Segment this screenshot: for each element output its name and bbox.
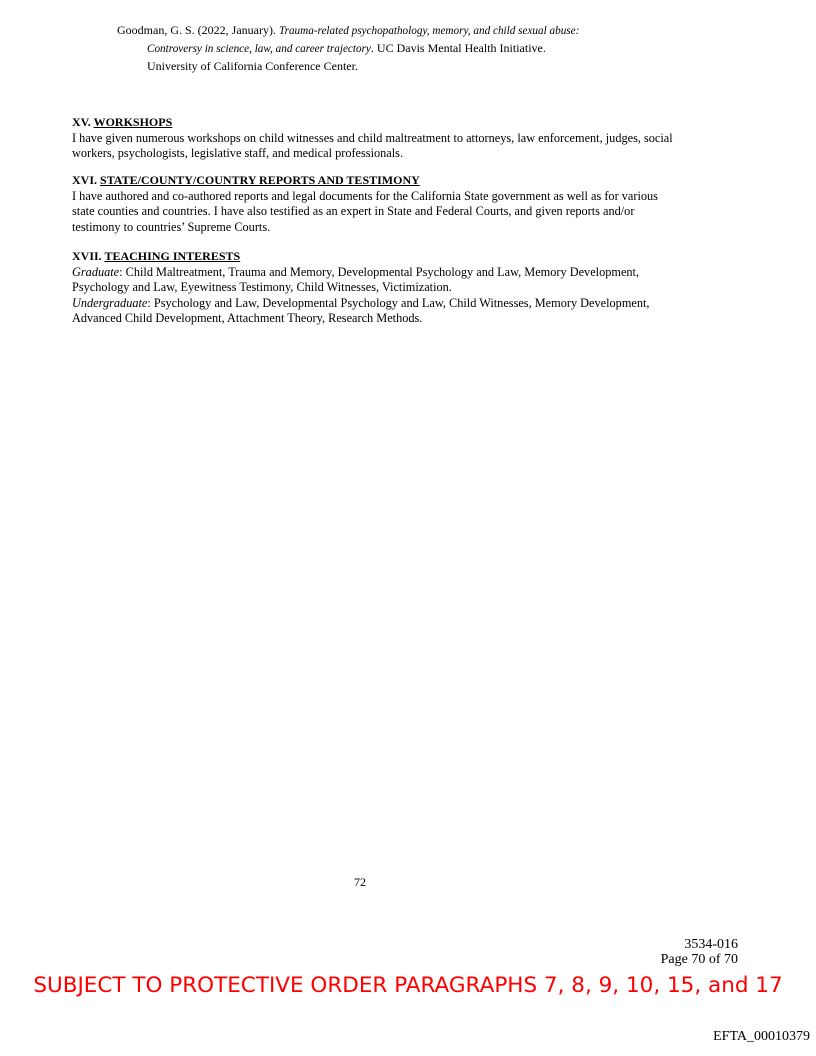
- reference-venue: University of California Conference Center.: [147, 59, 358, 73]
- reference-author-date: Goodman, G. S. (2022, January).: [117, 23, 279, 37]
- section-teaching-interests: [72, 249, 682, 327]
- graduate-label: Graduate: [72, 264, 120, 279]
- protective-order-notice: SUBJECT TO PROTECTIVE ORDER PARAGRAPHS 7, 8, 9, 10, 15, and 17: [33, 973, 783, 998]
- reference-after-title: . UC Davis Mental Health Initiative.: [370, 41, 546, 55]
- section-heading: [72, 173, 682, 189]
- section-title: WORKSHOPS: [93, 115, 173, 129]
- section-reports-testimony: [72, 173, 682, 235]
- graduate-text: : Child Maltreatment, Trauma and Memory, Developmental Psychology and Law, Memory Development, Psychology and Law, Eyewitness Testimony, Child Witnesses, Victimization.: [72, 264, 640, 294]
- page-of-count: Page 70 of 70: [660, 952, 738, 967]
- section-title: TEACHING INTERESTS: [104, 249, 241, 263]
- section-number: XV.: [72, 115, 91, 129]
- section-workshops: [72, 115, 682, 162]
- bates-number: EFTA_00010379: [713, 1029, 810, 1044]
- undergraduate-text: : Psychology and Law, Developmental Psychology and Law, Child Witnesses, Memory Development, Advanced Child Development, Attachment Theory, Research Methods.: [72, 295, 650, 325]
- section-heading: [72, 249, 682, 265]
- reference-title-part1: Trauma-related psychopathology, memory, and child sexual abuse:: [278, 25, 580, 37]
- undergraduate-label: Undergraduate: [72, 295, 148, 310]
- reference-title-part2: Controversy in science, law, and career trajectory: [147, 43, 371, 55]
- reference-line-2: [117, 40, 717, 58]
- section-body: I have given numerous workshops on child witnesses and child maltreatment to attorneys, law enforcement, judges, social workers, psychologists, legislative staff, and medical professionals.: [72, 130, 673, 160]
- section-number: XVI.: [72, 173, 98, 187]
- case-stamp: [661, 937, 738, 967]
- graduate-interests: [72, 265, 682, 296]
- section-number: XVII.: [72, 249, 102, 263]
- reference-entry: [117, 22, 717, 75]
- page-number: 72: [354, 875, 366, 889]
- case-number: 3534-016: [684, 937, 738, 952]
- section-body: I have authored and co-authored reports and legal documents for the California State government as well as for various state counties and countries. I have also testified as an expert in State and Federal Courts, and given reports and/or testimony to countries’ Supreme Courts.: [72, 188, 658, 234]
- section-heading: [72, 115, 682, 131]
- undergraduate-interests: [72, 296, 682, 327]
- section-title: STATE/COUNTY/COUNTRY REPORTS AND TESTIMONY: [100, 173, 420, 187]
